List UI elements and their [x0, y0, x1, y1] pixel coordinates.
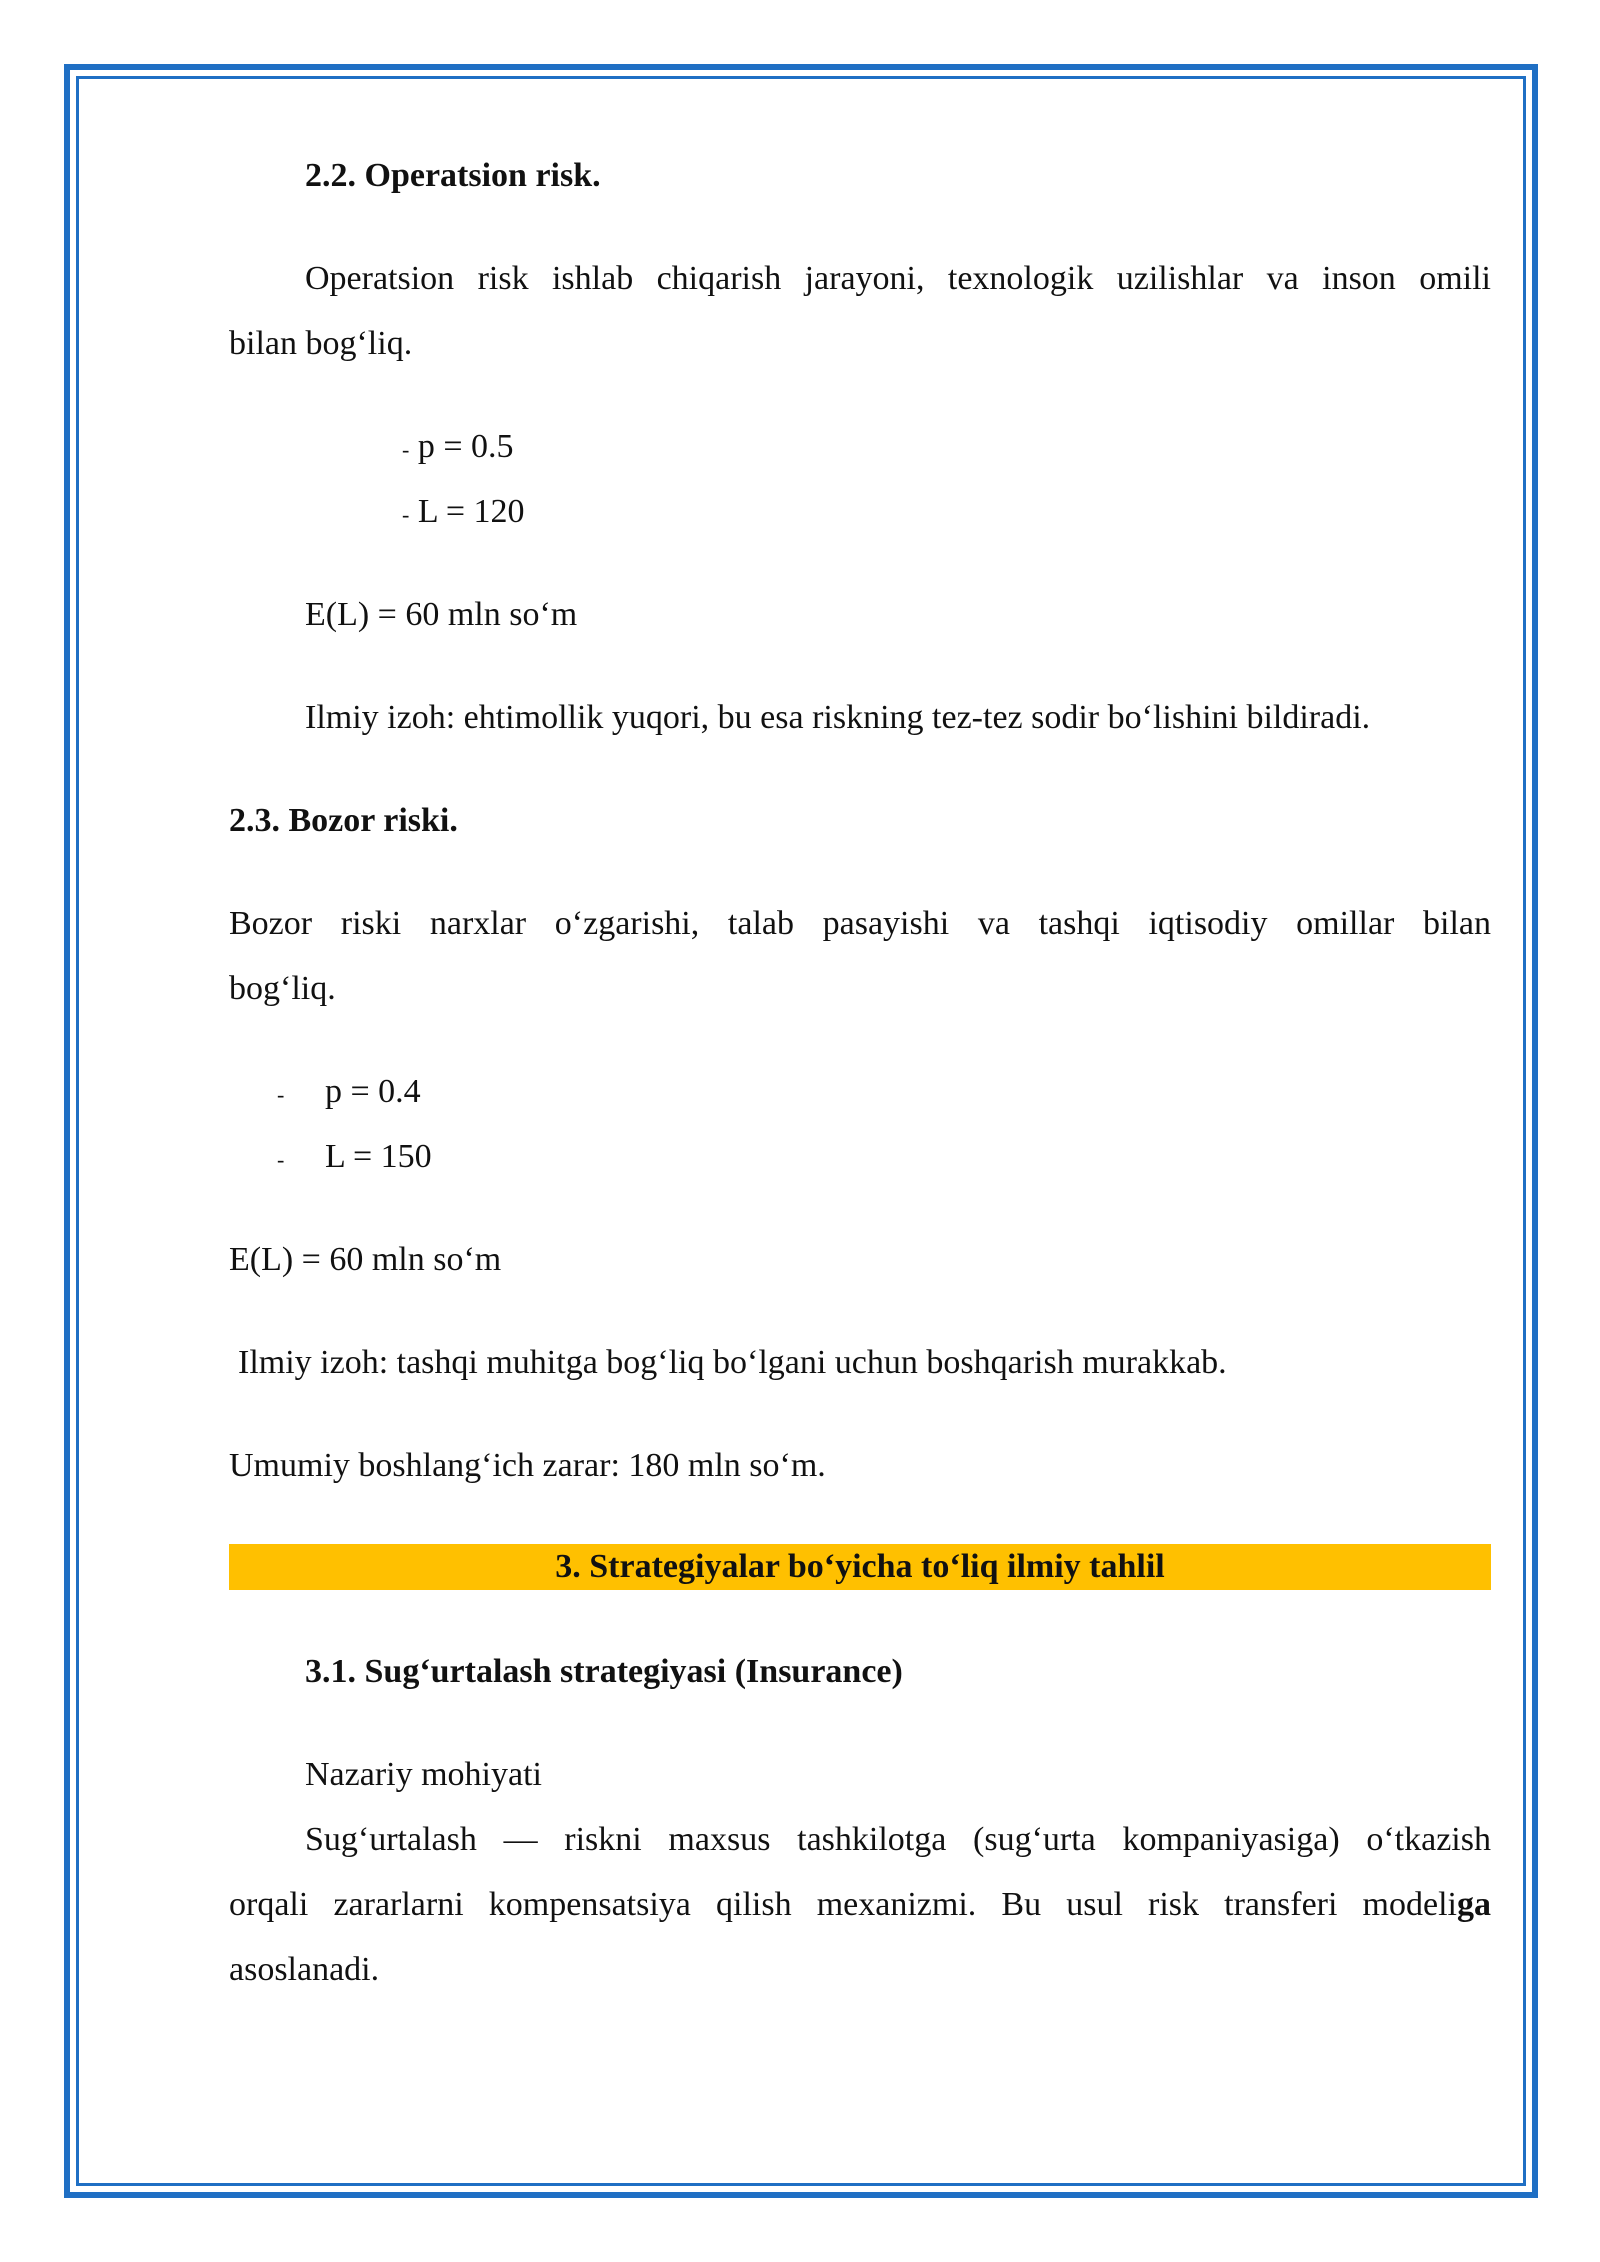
dash-marker: -	[277, 1081, 285, 1107]
section-heading-2-2: 2.2. Operatsion risk.	[305, 157, 601, 194]
paragraph-line	[229, 1872, 1491, 1937]
dash-marker: -	[402, 436, 410, 462]
dash-marker: -	[277, 1146, 285, 1172]
scientific-note: Ilmiy izoh: tashqi muhitga bog‘liq bo‘lgani uchun boshqarish murakkab.	[238, 1344, 1227, 1381]
paragraph-line: bilan bog‘liq.	[229, 325, 413, 362]
list-item-text: p = 0.5	[417, 428, 514, 465]
list-item-text: p = 0.4	[325, 1073, 421, 1110]
sub-title: Nazariy mohiyati	[305, 1756, 542, 1793]
expected-loss: E(L) = 60 mln so‘m	[229, 1241, 502, 1278]
paragraph-text: orqali zararlarni kompensatsiya qilish mexanizmi. Bu usul risk transferi modeli	[229, 1886, 1457, 1923]
section-heading-2-3: 2.3. Bozor riski.	[229, 802, 458, 839]
expected-loss: E(L) = 60 mln so‘m	[305, 596, 578, 633]
list-item	[402, 414, 514, 482]
sub-heading-3-1: 3.1. Sug‘urtalash strategiyasi (Insurance)	[305, 1653, 903, 1690]
scientific-note: Ilmiy izoh: ehtimollik yuqori, bu esa riskning tez-tez sodir bo‘lishini bildiradi.	[305, 699, 1371, 736]
paragraph-line: bog‘liq.	[229, 970, 336, 1007]
dash-marker: -	[402, 501, 410, 527]
total-loss: Umumiy boshlang‘ich zarar: 180 mln so‘m.	[229, 1447, 826, 1484]
list-item	[277, 1059, 421, 1127]
list-item-text: L = 120	[417, 493, 525, 530]
paragraph-line: Operatsion risk ishlab chiqarish jarayoni, texnologik uzilishlar va inson omili	[305, 260, 1491, 297]
paragraph-line: Bozor riski narxlar o‘zgarishi, talab pasayishi va tashqi iqtisodiy omillar bilan	[229, 905, 1491, 942]
section-heading-3: 3. Strategiyalar bo‘yicha to‘liq ilmiy tahlil	[555, 1548, 1165, 1585]
paragraph-bold-suffix: ga	[1457, 1886, 1491, 1923]
list-item-text: L = 150	[325, 1138, 432, 1175]
paragraph-line: Sug‘urtalash — riskni maxsus tashkilotga (sug‘urta kompaniyasiga) o‘tkazish	[305, 1821, 1491, 1858]
list-item	[402, 479, 525, 547]
list-item	[277, 1124, 432, 1192]
paragraph-line: asoslanadi.	[229, 1951, 380, 1988]
